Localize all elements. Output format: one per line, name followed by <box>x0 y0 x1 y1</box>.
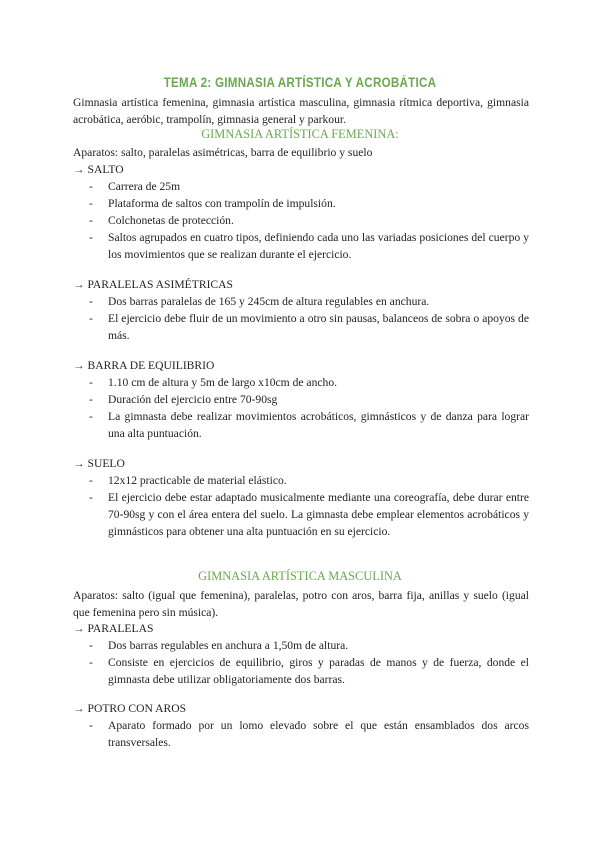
intro-paragraph: Gimnasia artística femenina, gimnasia artística masculina, gimnasia rítmica deportiva, gimnasia acrobática, aeróbic, trampolín, gimnasia general y parkour. <box>73 96 529 126</box>
list-item <box>89 178 529 195</box>
male-apparatus: Aparatos: salto (igual que femenina), paralelas, potro con aros, barra fija, anillas y suelo (igual que femenina pero sin música). <box>73 589 529 619</box>
bullet-dash: - <box>89 197 93 210</box>
list-item <box>89 391 529 408</box>
subheading-potro-con-aros: → POTRO CON AROS <box>73 702 187 715</box>
bullet-dash: - <box>89 214 93 227</box>
list-item <box>89 717 529 751</box>
list-item <box>89 654 529 688</box>
list-item-text: La gimnasta debe realizar movimientos acrobáticos, gimnásticos y de danza para lograr una alta puntuación. <box>108 410 529 440</box>
bullet-dash: - <box>89 231 93 244</box>
list-item-text: Dos barras paralelas de 165 y 245cm de altura regulables en anchura. <box>108 295 430 308</box>
list-item-text: Carrera de 25m <box>108 180 181 193</box>
bullet-dash: - <box>89 639 93 652</box>
bullet-dash: - <box>89 719 93 732</box>
subheading-paralelas: → PARALELAS <box>73 622 154 635</box>
list-item-text: El ejercicio debe estar adaptado musicalmente mediante una coreografía, debe durar entre 70-90sg y con el área entera del suelo. La gimnasta debe emplear elementos acrobáticos y gimnásticos para obtener una alta puntuación en su ejercicio. <box>108 491 529 538</box>
list-item-text: 12x12 practicable de material elástico. <box>108 474 287 487</box>
list-item <box>89 408 529 442</box>
bullet-dash: - <box>89 376 93 389</box>
list-item <box>89 212 529 229</box>
subheading-paralelas-asimetricas: → PARALELAS ASIMÉTRICAS <box>73 278 233 291</box>
bullet-dash: - <box>89 491 93 504</box>
bullet-dash: - <box>89 474 93 487</box>
subheading-suelo: → SUELO <box>73 457 125 470</box>
section-heading-female: GIMNASIA ARTÍSTICA FEMENINA: <box>201 127 399 141</box>
bullet-dash: - <box>89 656 93 669</box>
list-item-text: Saltos agrupados en cuatro tipos, definiendo cada uno las variadas posiciones del cuerpo y los movimientos que se realizan durante el ejercicio. <box>108 231 529 261</box>
subheading-salto: → SALTO <box>73 163 124 176</box>
bullet-dash: - <box>89 410 93 423</box>
list-item-text: Plataforma de saltos con trampolín de impulsión. <box>108 197 336 210</box>
list-item <box>89 489 529 540</box>
list-item-text: Duración del ejercicio entre 70-90sg <box>108 393 278 406</box>
bullet-dash: - <box>89 393 93 406</box>
list-item <box>89 195 529 212</box>
list-item <box>89 374 529 391</box>
list-item-text: Consiste en ejercicios de equilibrio, giros y paradas de manos y de fuerza, donde el gimnasta debe utilizar obligatoriamente dos barras. <box>108 656 529 686</box>
list-item-text: Dos barras regulables en anchura a 1,50m de altura. <box>108 639 349 652</box>
list-item <box>89 472 529 489</box>
page-title: TEMA 2: GIMNASIA ARTÍSTICA Y ACROBÁTICA <box>163 75 437 90</box>
list-item-text: Aparato formado por un lomo elevado sobre el que están ensamblados dos arcos transversales. <box>108 719 529 749</box>
list-item <box>89 310 529 344</box>
list-item-text: El ejercicio debe fluir de un movimiento a otro sin pausas, balanceos de sobra o apoyos de más. <box>108 312 529 342</box>
list-item <box>89 293 529 310</box>
list-item-text: Colchonetas de protección. <box>108 214 234 227</box>
female-apparatus: Aparatos: salto, paralelas asimétricas, barra de equilibrio y suelo <box>73 146 373 159</box>
section-heading-male: GIMNASIA ARTÍSTICA MASCULINA <box>198 569 402 583</box>
bullet-dash: - <box>89 312 93 325</box>
bullet-dash: - <box>89 180 93 193</box>
list-item <box>89 637 529 654</box>
list-item-text: 1.10 cm de altura y 5m de largo x10cm de ancho. <box>108 376 338 389</box>
list-item <box>89 229 529 263</box>
bullet-dash: - <box>89 295 93 308</box>
subheading-barra-equilibrio: → BARRA DE EQUILIBRIO <box>73 359 215 372</box>
